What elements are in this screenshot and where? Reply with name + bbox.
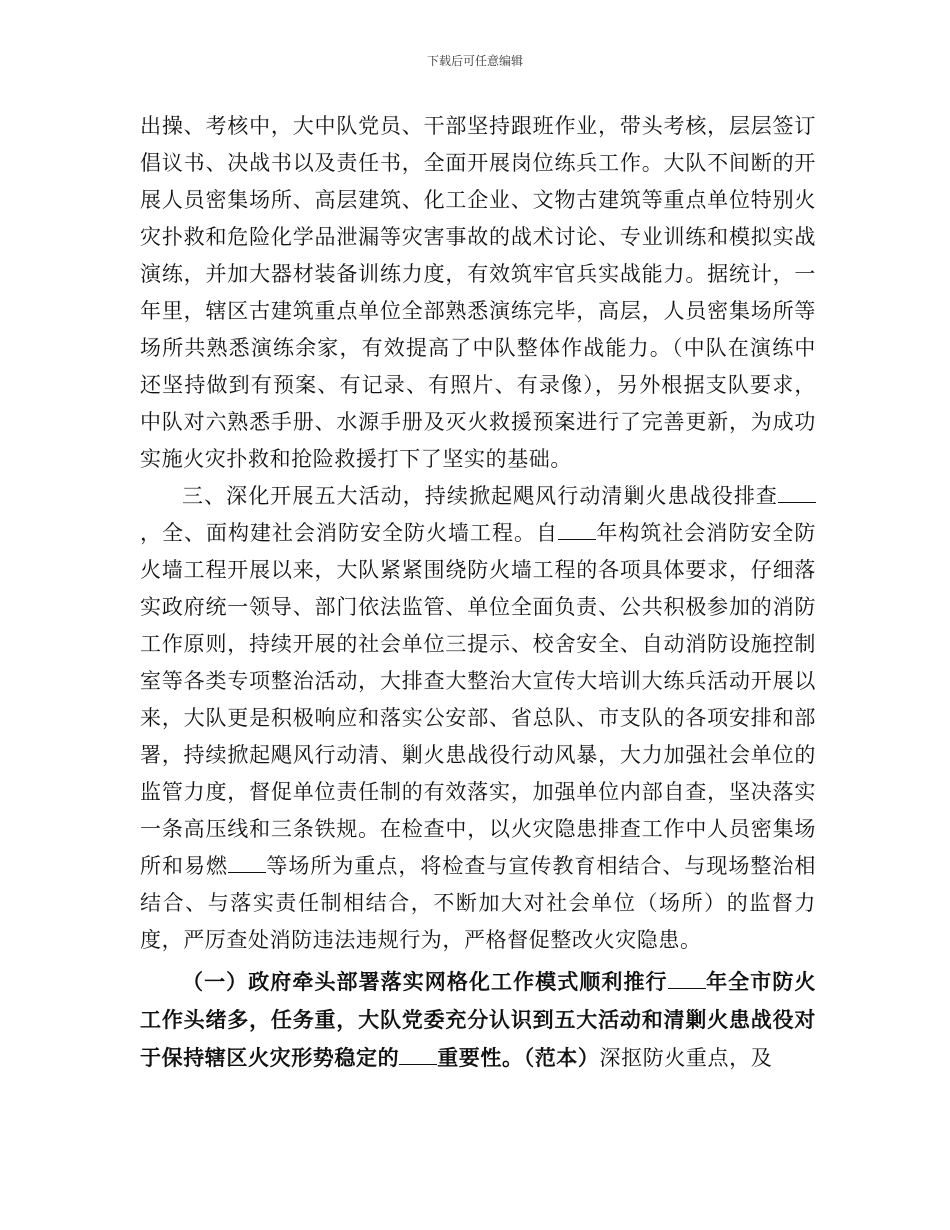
paragraph-2-text-1: 三、深化开展五大活动，持续掀起飓风行动清剿火患战役排查 xyxy=(182,484,778,508)
blank-underline xyxy=(399,1064,437,1065)
paragraph-1: 出操、考核中，大中队党员、干部坚持跟班作业，带头考核，层层签订倡议书、决战书以及责任书，全面开展岗位练兵工作。大队不间断的开展人员密集场所、高层建筑、化工企业、文物古建筑等重点单位特别火灾扑救和危险化学品泄漏等灾害事故的战术讨论、专业训练和模拟实战演练，并加大器材装备训练力度，有效筑牢官兵实战能力。据统计，一年里，辖区古建筑重点单位全部熟悉演练完毕，高层，人员密集场所等场所共熟悉演练余家，有效提高了中队整体作战能力。（中队在演练中还坚持做到有预案、有记录、有照片、有录像），另外根据支队要求，中队对六熟悉手册、水源手册及灭火救援预案进行了完善更新，为成功实施火灾扑救和抢险救援打下了坚实的基础。 xyxy=(140,114,816,471)
paragraph-2 xyxy=(140,478,816,959)
page-header: 下载后可任意编辑 xyxy=(426,54,523,68)
blank-underline xyxy=(778,502,816,503)
paragraph-3-text: 深抠防火重点，及 xyxy=(599,1046,773,1070)
paragraph-3-heading-2: 年全市防火工作头绪多，任务重，大队党委充分认识到五大活动和清剿火患战役对于保持辖区火灾形势稳定的 xyxy=(140,969,816,1070)
blank-underline xyxy=(558,539,596,540)
paragraph-3 xyxy=(140,963,816,1077)
paragraph-3-heading-1: （一）政府牵头部署落实网格化工作模式顺利推行 xyxy=(182,969,668,994)
blank-underline xyxy=(228,872,266,873)
paragraph-2-text-2: ，全、面构建社会消防安全防火墙工程。自 xyxy=(140,521,558,545)
blank-underline xyxy=(668,988,706,989)
paragraph-3-heading-3: 重要性。（范本） xyxy=(437,1045,600,1070)
paragraph-2-text-3: 年构筑社会消防安全防火墙工程开展以来，大队紧紧围绕防火墙工程的各项具体要求，仔细落实政府统一领导、部门依法监管、单位全面负责、公共积极参加的消防工作原则，持续开展的社会单位三提示、校舍安全、自动消防设施控制室等各类专项整治活动，大排查大整治大宣传大培训大练兵活动开展以来，大队更是积极响应和落实公安部、省总队、市支队的各项安排和部署，持续掀起飓风行动清、剿火患战役行动风暴，大力加强社会单位的监管力度，督促单位责任制的有效落实，加强单位内部自查，坚决落实一条高压线和三条铁规。在检查中，以火灾隐患排查工作中人员密集场所和易燃 xyxy=(140,521,816,878)
paragraph-2-text-4: 等场所为重点，将检查与宣传教育相结合、与现场整治相结合、与落实责任制相结合，不断加大对社会单位（场所）的监督力度，严厉查处消防违法违规行为，严格督促整改火灾隐患。 xyxy=(140,854,816,952)
document-body xyxy=(140,108,816,1077)
